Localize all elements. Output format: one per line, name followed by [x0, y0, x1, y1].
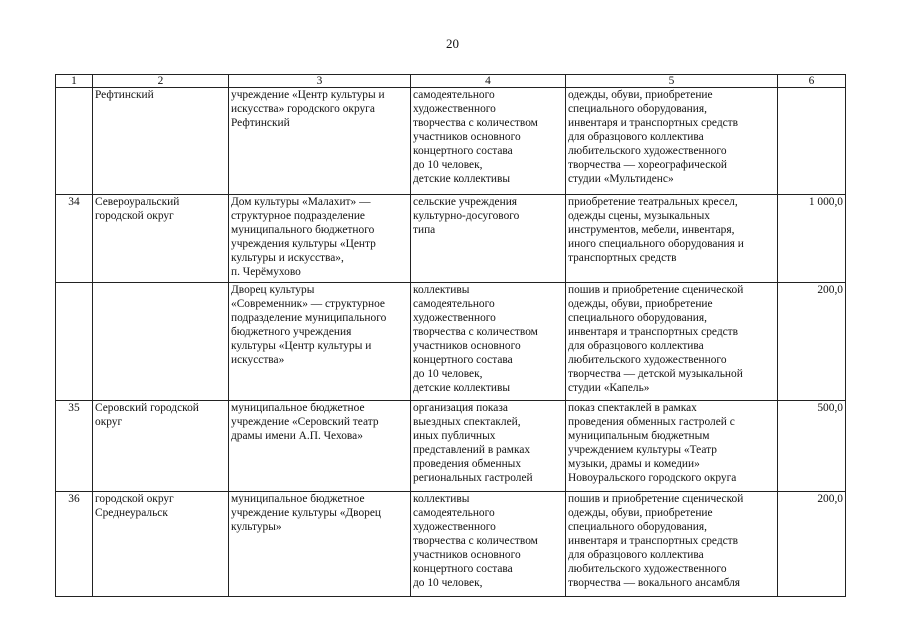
category-cell: коллективы самодеятельного художественного творчества с количеством участников основного концертного состава до 10 человек, — [411, 492, 566, 597]
amount-cell: 200,0 — [778, 283, 846, 401]
table-header-row — [56, 75, 846, 88]
category-cell: организация показа выездных спектаклей, иных публичных представлений в рамках проведения обменных региональных гастролей — [411, 401, 566, 492]
column-header: 5 — [566, 75, 778, 88]
category-cell: коллективы самодеятельного художественного творчества с количеством участников основного концертного состава до 10 человек, детские коллективы — [411, 283, 566, 401]
institution-cell: Дом культуры «Малахит» — структурное подразделение муниципального бюджетного учреждения культуры «Центр культуры и искусства», п. Черёмухово — [229, 195, 411, 283]
municipality-cell: городской округ Среднеуральск — [93, 492, 229, 597]
table-row — [56, 401, 846, 492]
category-cell: самодеятельного художественного творчества с количеством участников основного концертного состава до 10 человек, детские коллективы — [411, 88, 566, 195]
municipality-cell: Серовский городской округ — [93, 401, 229, 492]
column-header: 3 — [229, 75, 411, 88]
column-header: 6 — [778, 75, 846, 88]
allocation-table — [55, 74, 846, 597]
amount-cell — [778, 88, 846, 195]
institution-cell: муниципальное бюджетное учреждение «Серовский театр драмы имени А.П. Чехова» — [229, 401, 411, 492]
municipality-cell — [93, 283, 229, 401]
amount-cell: 1 000,0 — [778, 195, 846, 283]
purpose-cell: одежды, обуви, приобретение специального оборудования, инвентаря и транспортных средств для образцового коллектива любительского художественного творчества — хореографической студии «Мультиденс» — [566, 88, 778, 195]
row-number-cell — [56, 88, 93, 195]
row-number-cell — [56, 283, 93, 401]
table-row — [56, 195, 846, 283]
column-header: 1 — [56, 75, 93, 88]
amount-cell: 200,0 — [778, 492, 846, 597]
category-cell: сельские учреждения культурно-досугового типа — [411, 195, 566, 283]
municipality-cell: Рефтинский — [93, 88, 229, 195]
table-row — [56, 88, 846, 195]
purpose-cell: пошив и приобретение сценической одежды, обуви, приобретение специального оборудования, инвентаря и транспортных средств для образцового коллектива любительского художественного творчества — детской музыкальной студии «Капель» — [566, 283, 778, 401]
column-header: 2 — [93, 75, 229, 88]
row-number-cell: 35 — [56, 401, 93, 492]
column-header: 4 — [411, 75, 566, 88]
page-number: 20 — [446, 36, 459, 51]
municipality-cell: Североуральский городской округ — [93, 195, 229, 283]
purpose-cell: пошив и приобретение сценической одежды, обуви, приобретение специального оборудования, инвентаря и транспортных средств для образцового коллектива любительского художественного творчества — вокального ансамбля — [566, 492, 778, 597]
institution-cell: учреждение «Центр культуры и искусства» городского округа Рефтинский — [229, 88, 411, 195]
purpose-cell: показ спектаклей в рамках проведения обменных гастролей с муниципальным бюджетным учреждением культуры «Театр музыки, драмы и комедии» Новоуральского городского округа — [566, 401, 778, 492]
purpose-cell: приобретение театральных кресел, одежды сцены, музыкальных инструментов, мебели, инвентаря, иного специального оборудования и транспортных средств — [566, 195, 778, 283]
row-number-cell: 34 — [56, 195, 93, 283]
institution-cell: муниципальное бюджетное учреждение культуры «Дворец культуры» — [229, 492, 411, 597]
institution-cell: Дворец культуры «Современник» — структурное подразделение муниципального бюджетного учреждения культуры «Центр культуры и искусства» — [229, 283, 411, 401]
table-row — [56, 283, 846, 401]
amount-cell: 500,0 — [778, 401, 846, 492]
row-number-cell: 36 — [56, 492, 93, 597]
table-row — [56, 492, 846, 597]
